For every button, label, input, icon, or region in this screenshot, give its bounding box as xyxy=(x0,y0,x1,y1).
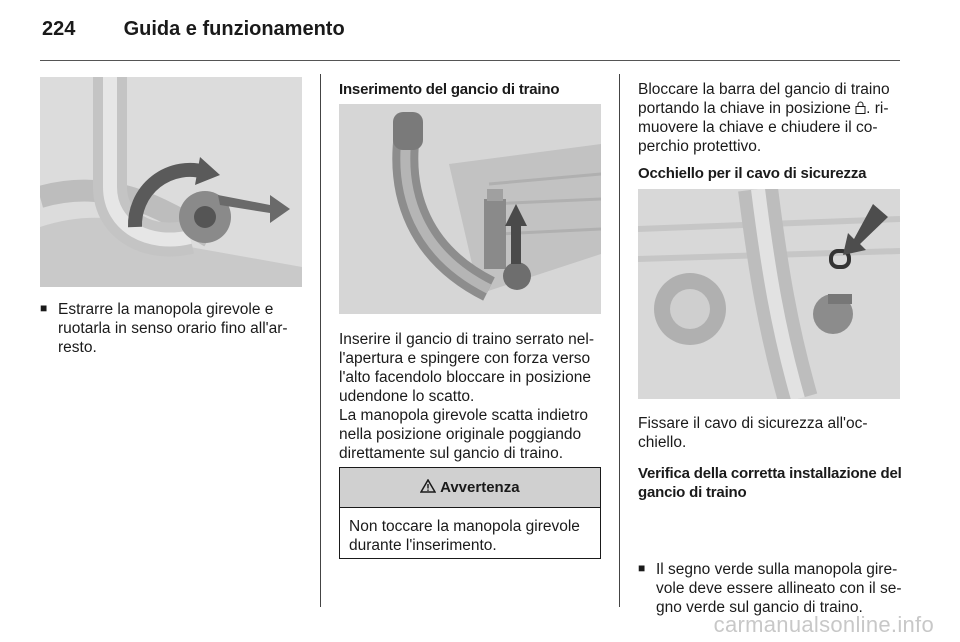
instruction-text: Estrarre la manopola girevole e ruotarla in senso orario fino all'ar-resto. xyxy=(58,301,288,356)
list-item xyxy=(40,300,320,357)
paragraph: Inserire il gancio di traino serrato nel-l'apertura e spingere con forza verso l'alto facendolo bloccare in posizione udendone lo scatto. xyxy=(339,331,595,405)
towbar-insertion-illustration xyxy=(339,104,601,314)
paragraph xyxy=(638,80,902,156)
bullet-icon: ■ xyxy=(40,301,48,315)
section-heading: Occhiello per il cavo di sicurezza xyxy=(638,165,867,182)
section-heading: Inserimento del gancio di traino xyxy=(339,81,560,98)
warning-box xyxy=(339,467,601,559)
paragraph: La manopola girevole scatta indietro nella posizione originale poggiando direttamente sul gancio di traino. xyxy=(339,407,589,462)
knob-rotation-illustration xyxy=(40,77,302,287)
paragraph: Fissare il cavo di sicurezza all'oc-chiello. xyxy=(638,415,868,451)
paragraph-text: Bloccare la barra del gancio di traino portando la chiave in posizione xyxy=(638,81,890,117)
warning-text: Non toccare la manopola girevole durante l'inserimento. xyxy=(349,518,580,554)
page-header xyxy=(42,18,345,41)
list-item xyxy=(638,560,918,617)
section-heading: Verifica della corretta installazione del gancio di traino xyxy=(638,465,902,501)
column-divider xyxy=(320,74,321,607)
header-divider xyxy=(40,60,900,61)
watermark: carmanualsonline.info xyxy=(713,612,934,637)
warning-triangle-icon xyxy=(420,479,440,496)
column-divider xyxy=(619,74,620,607)
padlock-closed-icon xyxy=(855,100,866,117)
warning-header xyxy=(340,468,600,508)
safety-eyelet-illustration xyxy=(638,189,900,399)
bullet-icon: ■ xyxy=(638,561,646,575)
paragraph-text: . ri-muovere la chiave e chiudere il co-perchio protettivo. xyxy=(638,100,889,155)
page-title: Guida e funzionamento xyxy=(123,18,345,40)
page-number: 224 xyxy=(42,18,76,40)
instruction-text: Il segno verde sulla manopola gire-vole deve essere allineato con il se-gno verde sul gancio di traino. xyxy=(656,561,902,616)
warning-title: Avvertenza xyxy=(440,479,520,496)
